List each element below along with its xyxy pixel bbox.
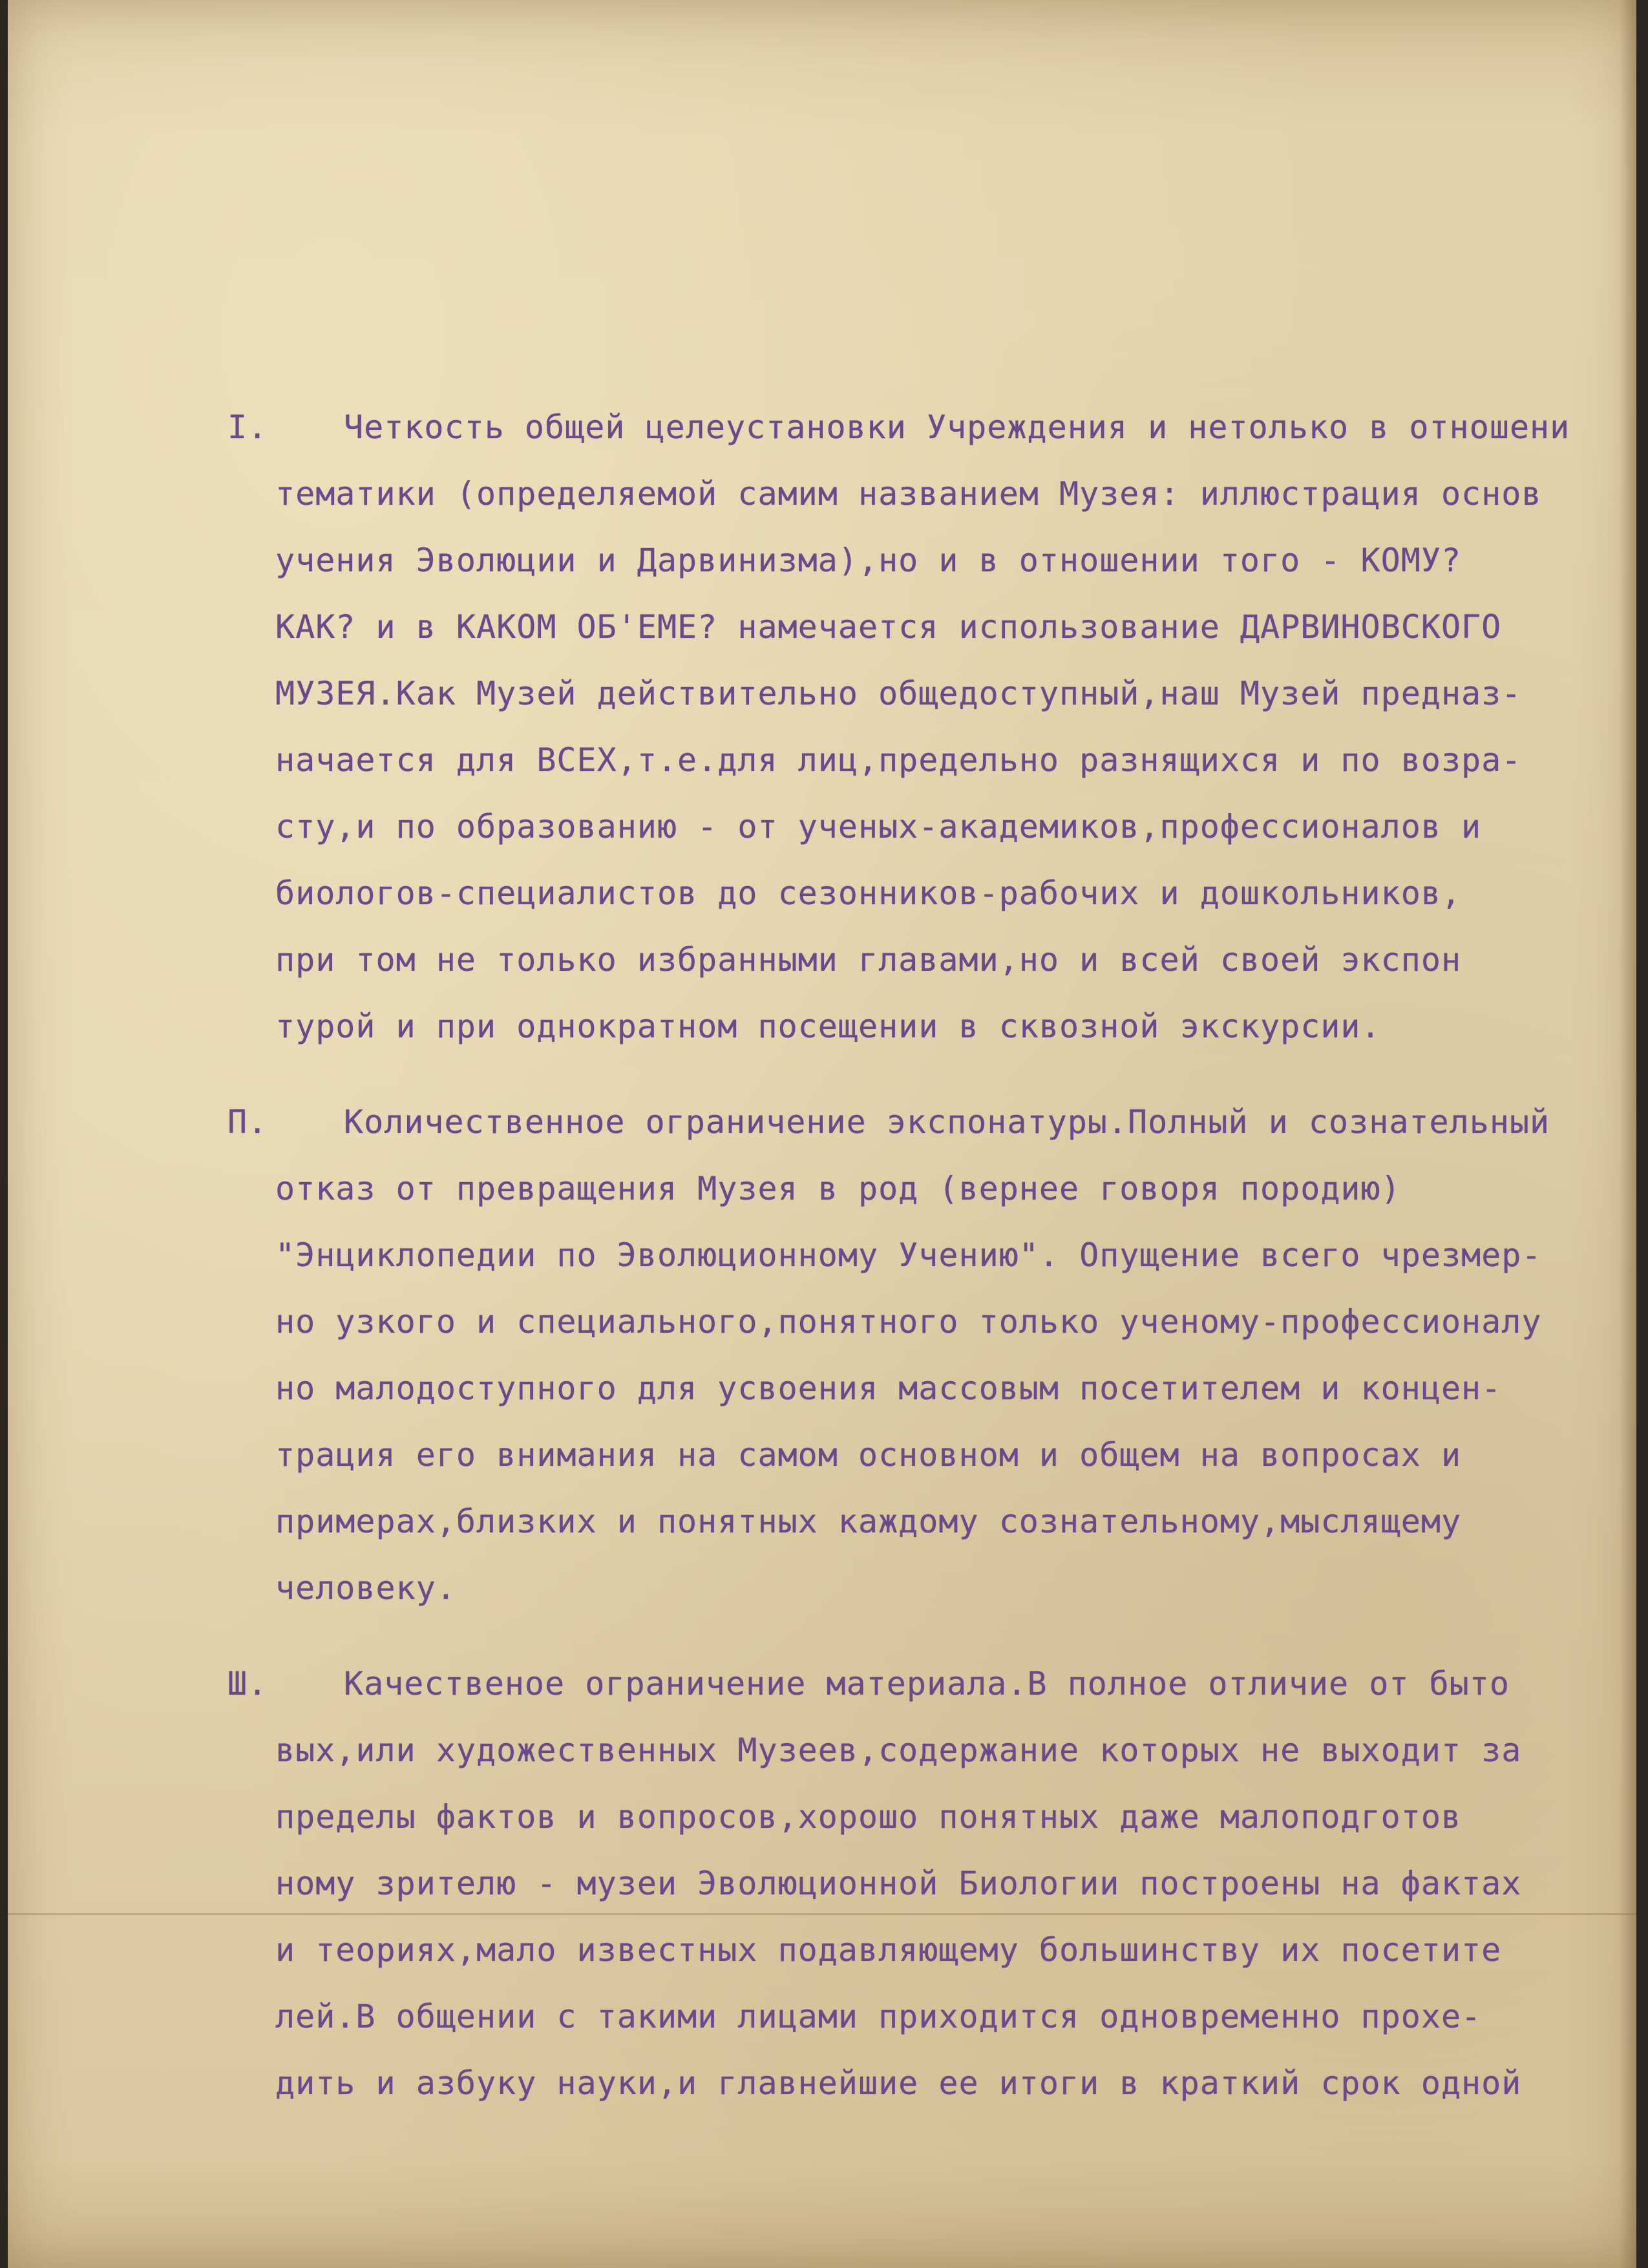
- text-line: человеку.: [275, 1569, 456, 1607]
- text-line: вых,или художественных Музеев,содержание которых не выходит за: [275, 1732, 1522, 1769]
- text-line: учения Эволюции и Дарвинизма),но и в отношении того - КОМУ?: [275, 542, 1462, 579]
- typewritten-text: [227, 394, 1636, 2117]
- text-line: отказ от превращения Музея в род (вернее говоря породию): [275, 1170, 1401, 1207]
- paper-sheet: [8, 0, 1636, 2268]
- section-numeral: П.: [227, 1103, 268, 1141]
- text-line: но малодоступного для усвоения массовым посетителем и концен-: [275, 1370, 1502, 1407]
- text-line: ному зрителю - музеи Эволюционной Биологии построены на фактах: [275, 1865, 1522, 1902]
- text-line: лей.В общении с такими лицами приходится одновременно прохе-: [275, 1998, 1482, 2035]
- text-line: "Энциклопедии по Эволюционному Учению". Опущение всего чрезмер-: [275, 1236, 1542, 1274]
- text-line: тематики (определяемой самим названием Музея: иллюстрация основ: [275, 475, 1542, 513]
- text-line: турой и при однократном посещении в сквозной экскурсии.: [275, 1008, 1381, 1045]
- text-line: примерах,близких и понятных каждому сознательному,мыслящему: [275, 1503, 1462, 1540]
- section-2: [227, 1089, 1636, 1622]
- text-line: сту,и по образованию - от ученых-академиков,профессионалов и: [275, 808, 1482, 845]
- text-line: но узкого и специального,понятного только ученому-профессионалу: [275, 1303, 1542, 1341]
- text-line: МУЗЕЯ.Как Музей действительно общедоступный,наш Музей предназ-: [275, 675, 1522, 712]
- section-1: [227, 394, 1636, 1060]
- text-line: биологов-специалистов до сезонников-рабочих и дошкольников,: [275, 874, 1462, 912]
- section-numeral: I.: [227, 408, 268, 446]
- text-line: дить и азбуку науки,и главнейшие ее итоги в краткий срок одной: [275, 2064, 1522, 2102]
- section-3: [227, 1651, 1636, 2117]
- text-line: при том не только избранными главами,но и всей своей экспон: [275, 941, 1462, 979]
- text-line: и теориях,мало известных подавляющему большинству их посетите: [275, 1931, 1502, 1969]
- text-line: трация его внимания на самом основном и общем на вопросах и: [275, 1436, 1462, 1474]
- section-numeral: Ш.: [227, 1665, 268, 1702]
- text-line: КАК? и в КАКОМ ОБ'ЕМЕ? намечается использование ДАРВИНОВСКОГО: [275, 608, 1502, 646]
- text-line: пределы фактов и вопросов,хорошо понятных даже малоподготов: [275, 1798, 1462, 1836]
- text-line: Четкость общей целеустановки Учреждения и нетолько в отношени: [344, 408, 1570, 446]
- text-line: начается для ВСЕХ,т.е.для лиц,предельно разнящихся и по возра-: [275, 741, 1522, 779]
- text-line: Качественое ограничение материала.В полное отличие от быто: [344, 1665, 1510, 1702]
- text-line: Количественное ограничение экспонатуры.Полный и сознательный: [344, 1103, 1550, 1141]
